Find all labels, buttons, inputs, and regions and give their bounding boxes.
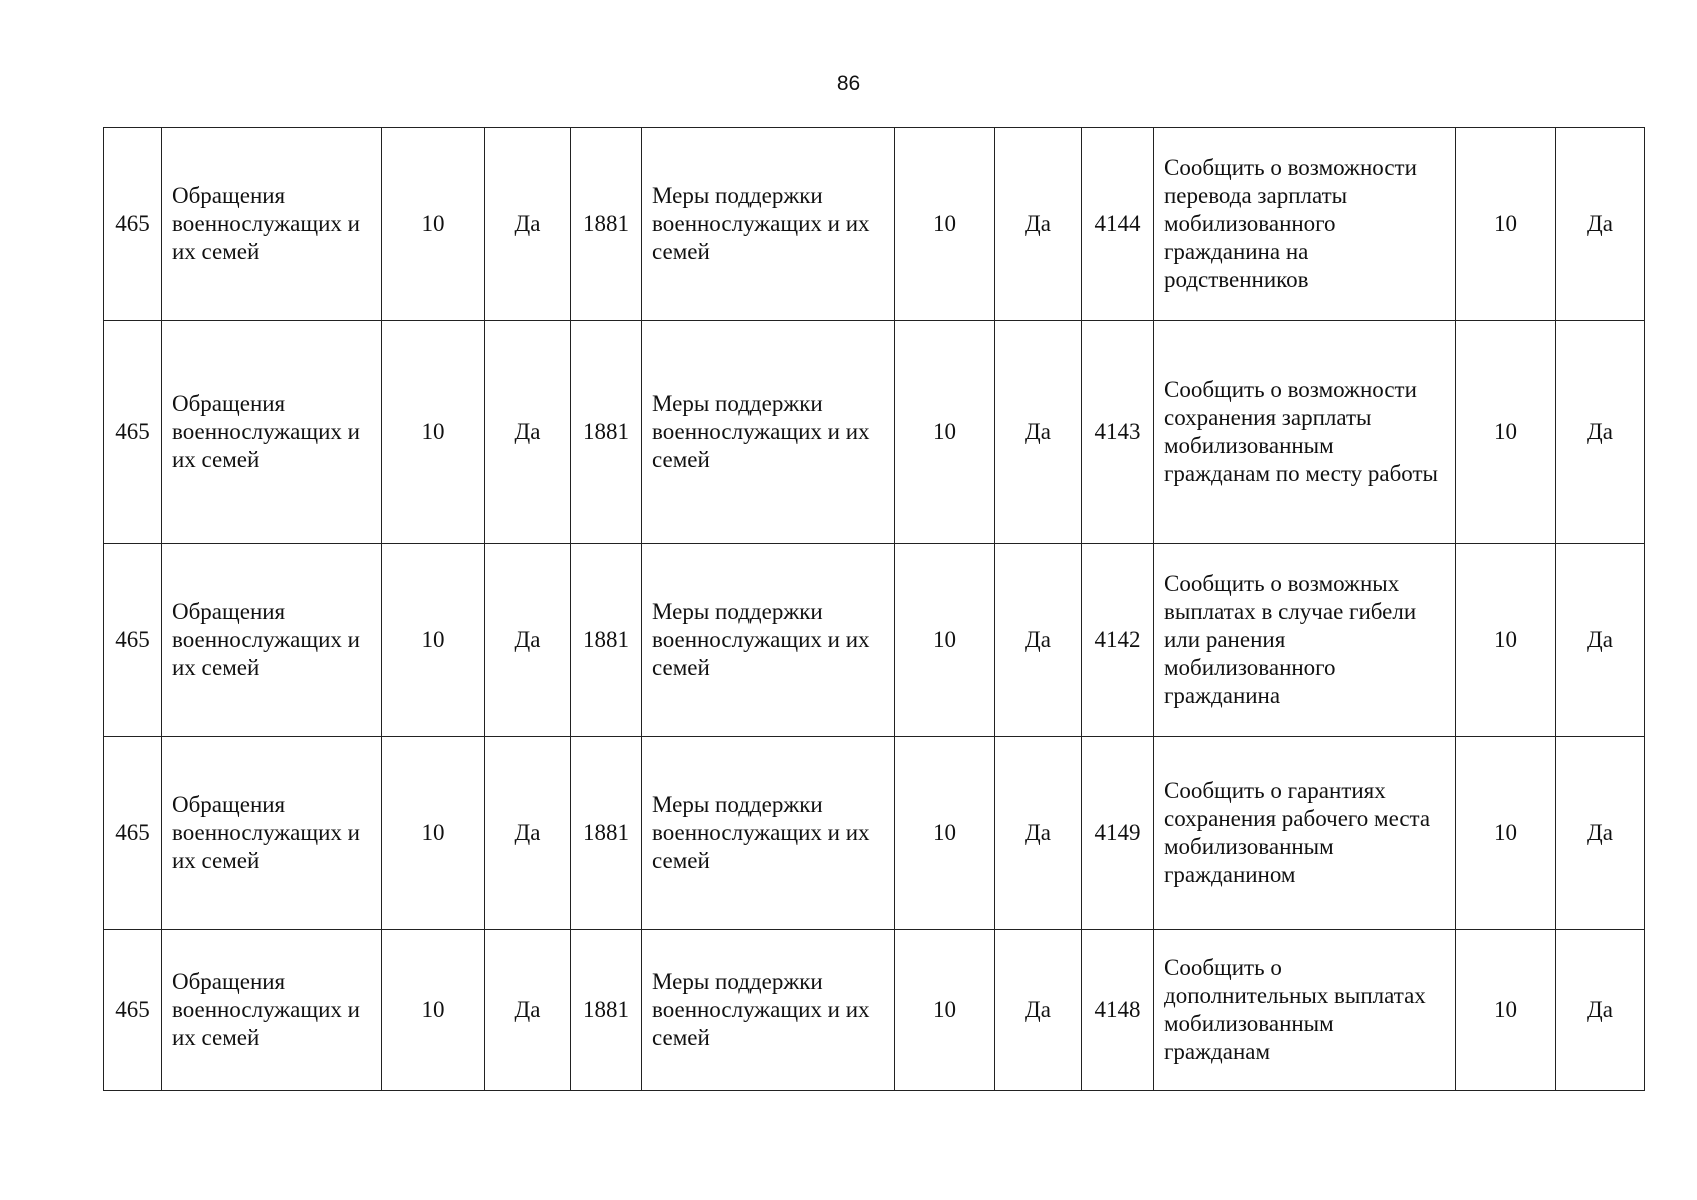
topic-code-cell: 1881	[571, 737, 642, 930]
question-text-cell: Сообщить о дополнительных выплатах мобилизованным гражданам	[1154, 930, 1456, 1091]
table-row	[104, 321, 1645, 544]
topic-flag-cell: Да	[995, 128, 1082, 321]
category-value-cell: 10	[382, 737, 485, 930]
topic-name-cell: Меры поддержки военнослужащих и их семей	[642, 128, 895, 321]
question-code-cell: 4144	[1082, 128, 1154, 321]
category-name-cell: Обращения военнослужащих и их семей	[162, 930, 382, 1091]
question-text-cell: Сообщить о возможных выплатах в случае гибели или ранения мобилизованного гражданина	[1154, 544, 1456, 737]
topic-value-cell: 10	[895, 930, 995, 1091]
question-value-cell: 10	[1456, 930, 1556, 1091]
category-value-cell: 10	[382, 321, 485, 544]
topic-code-cell: 1881	[571, 544, 642, 737]
topic-flag-cell: Да	[995, 321, 1082, 544]
category-name-cell: Обращения военнослужащих и их семей	[162, 128, 382, 321]
question-code-cell: 4142	[1082, 544, 1154, 737]
question-flag-cell: Да	[1556, 321, 1645, 544]
category-flag-cell: Да	[485, 737, 571, 930]
question-code-cell: 4149	[1082, 737, 1154, 930]
question-flag-cell: Да	[1556, 930, 1645, 1091]
question-flag-cell: Да	[1556, 737, 1645, 930]
topic-value-cell: 10	[895, 321, 995, 544]
category-flag-cell: Да	[485, 544, 571, 737]
table-row	[104, 737, 1645, 930]
topic-name-cell: Меры поддержки военнослужащих и их семей	[642, 321, 895, 544]
category-code-cell: 465	[104, 321, 162, 544]
question-code-cell: 4148	[1082, 930, 1154, 1091]
question-text-cell: Сообщить о гарантиях сохранения рабочего места мобилизованным гражданином	[1154, 737, 1456, 930]
category-value-cell: 10	[382, 930, 485, 1091]
category-value-cell: 10	[382, 128, 485, 321]
question-code-cell: 4143	[1082, 321, 1154, 544]
category-code-cell: 465	[104, 128, 162, 321]
topic-code-cell: 1881	[571, 930, 642, 1091]
question-flag-cell: Да	[1556, 544, 1645, 737]
category-name-cell: Обращения военнослужащих и их семей	[162, 321, 382, 544]
question-text-cell: Сообщить о возможности перевода зарплаты мобилизованного гражданина на родственников	[1154, 128, 1456, 321]
topic-name-cell: Меры поддержки военнослужащих и их семей	[642, 737, 895, 930]
category-code-cell: 465	[104, 930, 162, 1091]
topic-flag-cell: Да	[995, 930, 1082, 1091]
topic-name-cell: Меры поддержки военнослужащих и их семей	[642, 544, 895, 737]
topic-code-cell: 1881	[571, 321, 642, 544]
question-value-cell: 10	[1456, 321, 1556, 544]
table-row	[104, 930, 1645, 1091]
question-flag-cell: Да	[1556, 128, 1645, 321]
topic-name-cell: Меры поддержки военнослужащих и их семей	[642, 930, 895, 1091]
page-number: 86	[836, 72, 861, 95]
category-code-cell: 465	[104, 544, 162, 737]
table-row	[104, 544, 1645, 737]
category-value-cell: 10	[382, 544, 485, 737]
topic-flag-cell: Да	[995, 544, 1082, 737]
topic-value-cell: 10	[895, 737, 995, 930]
question-value-cell: 10	[1456, 544, 1556, 737]
topic-value-cell: 10	[895, 128, 995, 321]
category-flag-cell: Да	[485, 128, 571, 321]
data-table	[103, 127, 1645, 1091]
question-value-cell: 10	[1456, 737, 1556, 930]
category-name-cell: Обращения военнослужащих и их семей	[162, 737, 382, 930]
topic-flag-cell: Да	[995, 737, 1082, 930]
question-text-cell: Сообщить о возможности сохранения зарплаты мобилизованным гражданам по месту работы	[1154, 321, 1456, 544]
category-flag-cell: Да	[485, 321, 571, 544]
table-row	[104, 128, 1645, 321]
question-value-cell: 10	[1456, 128, 1556, 321]
category-flag-cell: Да	[485, 930, 571, 1091]
category-name-cell: Обращения военнослужащих и их семей	[162, 544, 382, 737]
topic-value-cell: 10	[895, 544, 995, 737]
topic-code-cell: 1881	[571, 128, 642, 321]
category-code-cell: 465	[104, 737, 162, 930]
